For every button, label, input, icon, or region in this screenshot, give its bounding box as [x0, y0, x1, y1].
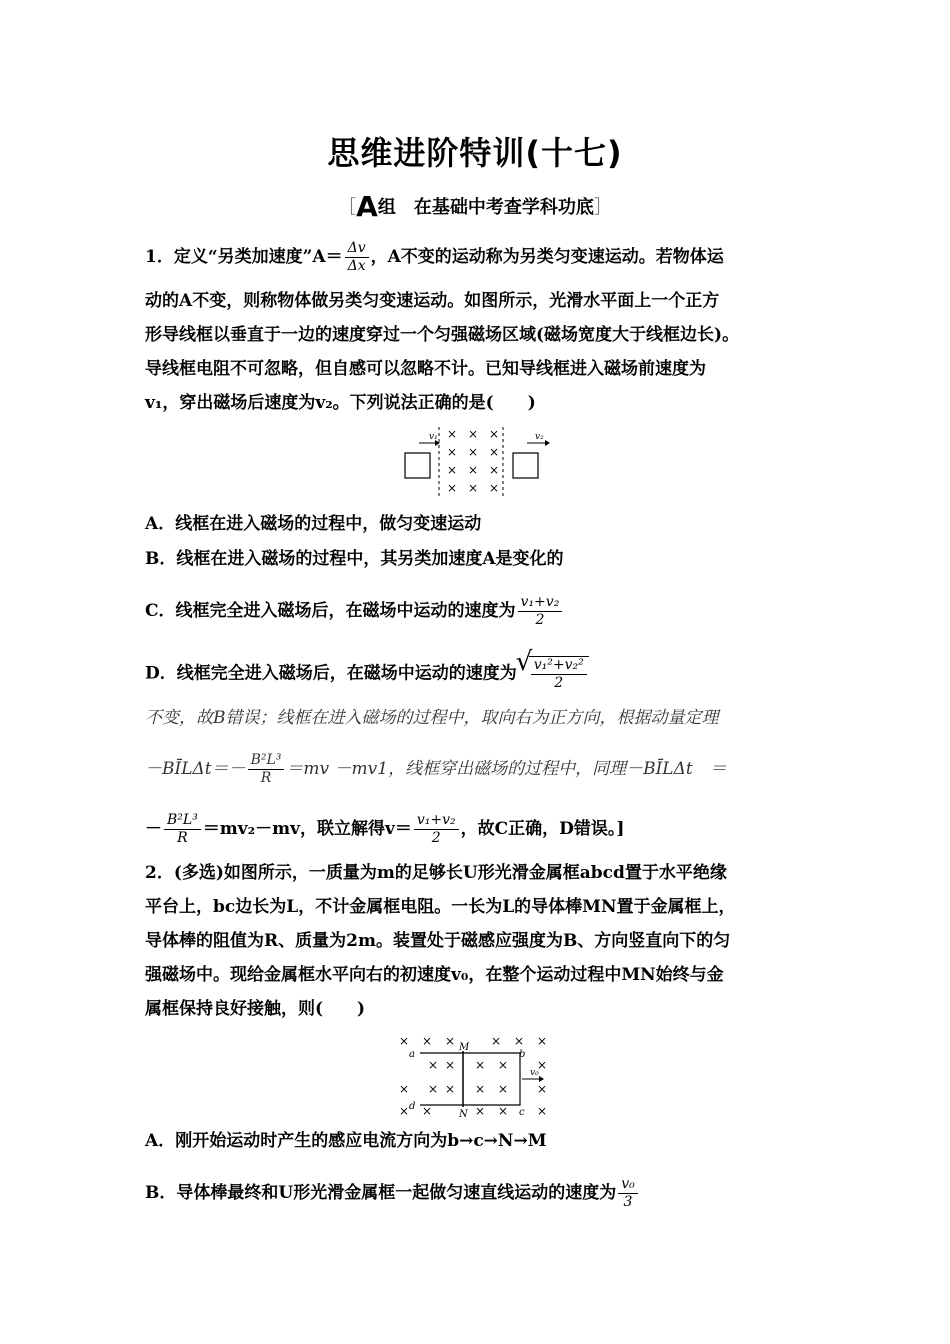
- cross: ×: [468, 463, 479, 477]
- magnetic-field-figure: [395, 425, 555, 500]
- cross: ×: [491, 1034, 502, 1048]
- frac-den: Δx: [347, 258, 366, 274]
- arrow-v2-head: [545, 440, 550, 446]
- q2-line-3: 导体棒的阻值为R、质量为2m。装置处于磁感应强度为B、方向竖直向下的匀: [145, 931, 731, 951]
- option-c-text: C．线框完全进入磁场后，在磁场中运动的速度为: [145, 601, 516, 621]
- cross: ×: [475, 1058, 486, 1072]
- right-bracket-icon: ］: [593, 197, 612, 218]
- frame-right: [513, 453, 538, 478]
- label-m: M: [459, 1042, 470, 1053]
- label-n: N: [459, 1109, 468, 1120]
- q1-option-b: B．线框在进入磁场的过程中，其另类加速度A是变化的: [145, 549, 564, 569]
- label-v0: v₀: [530, 1068, 539, 1078]
- cross: ×: [468, 445, 479, 459]
- group-suffix: 组: [377, 197, 396, 218]
- q1-option-a: A．线框在进入磁场的过程中，做匀变速运动: [145, 514, 482, 534]
- frac-den: R: [177, 830, 188, 846]
- q2-option-b: [145, 1176, 640, 1211]
- option-b-fraction: [618, 1176, 638, 1211]
- cross: ×: [514, 1034, 525, 1048]
- cross: ×: [399, 1082, 410, 1096]
- option-d-fraction: [531, 657, 587, 692]
- cross: ×: [399, 1034, 410, 1048]
- frac-num: v₀: [618, 1176, 638, 1194]
- q1-line1-text: 1．定义“另类加速度”A＝: [145, 247, 343, 267]
- sol3-mid: ＝mv₂－mv，联立解得v＝: [202, 819, 412, 839]
- cross: ×: [445, 1082, 456, 1096]
- q1-line1-post: ，A不变的运动称为另类匀变速运动。若物体运: [370, 247, 724, 267]
- group-text: 在基础中考查学科功底: [413, 197, 594, 218]
- frac-num: v₁+v₂: [518, 594, 563, 612]
- sol3-pre: －: [145, 819, 162, 839]
- cross: ×: [537, 1104, 548, 1118]
- label-v1: v₁: [429, 432, 438, 442]
- left-bracket-icon: ［: [338, 197, 357, 218]
- q1-option-d: [145, 656, 589, 692]
- cross: ×: [498, 1082, 509, 1096]
- q2-line-2: 平台上，bc边长为L，不计金属框电阻。一长为L的导体棒MN置于金属框上，: [145, 897, 736, 917]
- q1-line-4: 导线框电阻不可忽略，但自感可以忽略不计。已知导线框进入磁场前速度为: [145, 359, 706, 379]
- q1-solution-1: 不变，故B错误；线框在进入磁场的过程中，取向右为正方向，根据动量定理: [145, 708, 719, 728]
- group-letter: A: [356, 190, 378, 223]
- option-c-fraction: [518, 594, 563, 629]
- cross: ×: [468, 481, 479, 495]
- cross: ×: [447, 427, 458, 441]
- q2-line-1: 2．(多选)如图所示，一质量为m的足够长U形光滑金属框abcd置于水平绝缘: [145, 863, 727, 883]
- frac-den: 2: [554, 675, 564, 691]
- cross: ×: [537, 1034, 548, 1048]
- label-v2: v₂: [535, 432, 544, 442]
- page-title: 思维进阶特训(十七): [327, 134, 623, 172]
- label-d: d: [409, 1101, 416, 1112]
- cross: ×: [428, 1058, 439, 1072]
- frac-den: 2: [431, 830, 441, 846]
- q1-solution-2: [145, 752, 727, 787]
- cross: ×: [428, 1082, 439, 1096]
- q1-fraction: [345, 240, 369, 275]
- metal-frame-figure: [395, 1033, 555, 1121]
- cross: ×: [489, 463, 500, 477]
- cross: ×: [445, 1034, 456, 1048]
- cross: ×: [447, 445, 458, 459]
- cross: ×: [489, 445, 500, 459]
- cross: ×: [489, 481, 500, 495]
- cross: ×: [422, 1104, 433, 1118]
- label-b: b: [519, 1049, 526, 1060]
- label-a: a: [409, 1049, 415, 1060]
- q1-solution-3: [145, 812, 624, 847]
- sol3-post: ，故C正确，D错误。]: [460, 819, 625, 839]
- frac-num: Δv: [345, 240, 369, 258]
- q1-option-c: [145, 594, 564, 629]
- cross: ×: [537, 1058, 548, 1072]
- q2-option-a: A．刚开始运动时产生的感应电流方向为b→c→N→M: [145, 1131, 547, 1151]
- sol3-fraction-1: [164, 812, 201, 847]
- cross: ×: [498, 1104, 509, 1118]
- q1-line-5: v₁，穿出磁场后速度为v₂。下列说法正确的是( ): [145, 393, 536, 413]
- cross: ×: [489, 427, 500, 441]
- cross: ×: [422, 1034, 433, 1048]
- field-crosses: [447, 427, 499, 495]
- frac-den: 3: [623, 1194, 633, 1210]
- q2-line-4: 强磁场中。现给金属框水平向右的初速度v₀，在整个运动过程中MN始终与金: [145, 965, 724, 985]
- sol2-pre: －BĪLΔt＝－: [145, 759, 246, 779]
- option-d-text: D．线框完全进入磁场后，在磁场中运动的速度为: [145, 663, 517, 684]
- sol2-post: ＝mv －mv1，线框穿出磁场的过程中，同理－BĪLΔt ＝: [286, 759, 727, 779]
- cross: ×: [447, 481, 458, 495]
- cross: ×: [537, 1082, 548, 1096]
- cross: ×: [475, 1104, 486, 1118]
- q1-line-2: 动的A不变，则称物体做另类匀变速运动。如图所示，光滑水平面上一个正方: [145, 291, 720, 311]
- cross: ×: [399, 1104, 410, 1118]
- cross: ×: [498, 1058, 509, 1072]
- sol2-fraction: [248, 752, 285, 787]
- frac-num: v₁+v₂: [414, 812, 459, 830]
- q1-line-1: [145, 240, 724, 275]
- frac-num: √ v₁²+v₂²: [531, 657, 587, 675]
- sol3-fraction-2: [414, 812, 459, 847]
- cross: ×: [445, 1058, 456, 1072]
- q2-line-5: 属框保持良好接触，则( ): [145, 999, 366, 1019]
- option-d-sqrt: [529, 656, 589, 692]
- frac-num: B²L³: [248, 752, 285, 770]
- frac-num: B²L³: [164, 812, 201, 830]
- frame-left: [405, 453, 430, 478]
- cross: ×: [447, 463, 458, 477]
- cross: ×: [468, 427, 479, 441]
- section-header: [0, 190, 950, 223]
- q1-line-3: 形导线框以垂直于一边的速度穿过一个匀强磁场区域(磁场宽度大于线框边长)。: [145, 325, 740, 345]
- cross: ×: [475, 1082, 486, 1096]
- option-b-text: B．导体棒最终和U形光滑金属框一起做匀速直线运动的速度为: [145, 1183, 617, 1203]
- label-c: c: [519, 1107, 525, 1118]
- frac-den: 2: [535, 612, 545, 628]
- frac-den: R: [260, 770, 272, 786]
